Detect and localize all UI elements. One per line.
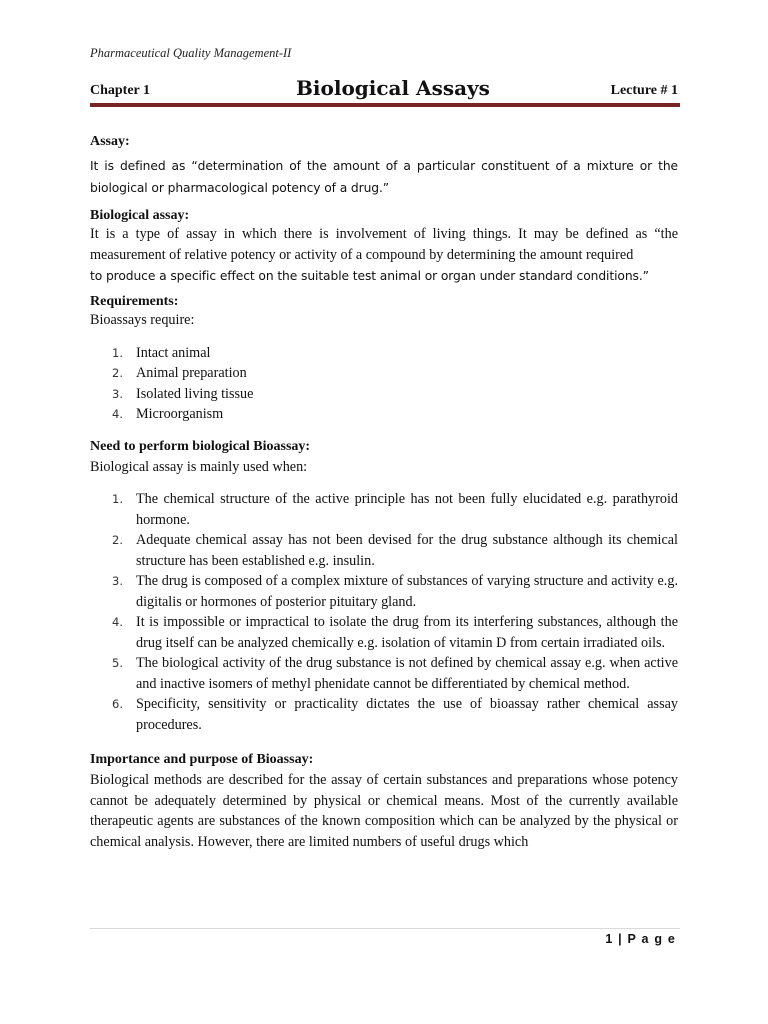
- requirements-intro: Bioassays require:: [90, 312, 195, 328]
- list-number: 3.: [112, 574, 123, 588]
- list-number: 5.: [112, 656, 123, 670]
- chapter-label: Chapter 1: [90, 83, 151, 98]
- list-item-text: Specificity, sensitivity or practicality dictates the use of bioassay rather chemical assay procedures.: [136, 696, 678, 733]
- list-number: 1.: [112, 345, 123, 360]
- list-item-text: Intact animal: [136, 344, 211, 361]
- list-item-text: The biological activity of the drug substance is not defined by chemical assay e.g. when active and inactive isomers of methyl phenidate cannot be differentiated by chemical method.: [136, 655, 678, 692]
- requirements-list: [90, 343, 678, 425]
- list-item-text: The chemical structure of the active principle has not been fully elucidated e.g. parathyroid hormone.: [136, 491, 678, 528]
- list-item: [90, 404, 678, 425]
- list-item-text: Animal preparation: [136, 365, 247, 381]
- list-number: 6.: [112, 697, 123, 711]
- list-item-text: It is impossible or impractical to isolate the drug from its interfering substances, although the drug itself can be analyzed chemically e.g. isolation of vitamin D from certain irradiated oils.: [136, 614, 678, 651]
- document-body: [90, 134, 678, 852]
- list-item: [90, 530, 678, 571]
- biological-assay-definition-end: to produce a specific effect on the suitable test animal or organ under standard conditions.”: [90, 269, 649, 283]
- list-item: [90, 343, 678, 364]
- list-item: [90, 571, 678, 612]
- header-divider: [90, 103, 680, 107]
- list-number: 4.: [112, 407, 123, 421]
- importance-text: Biological methods are described for the assay of certain substances and preparations whose potency cannot be adequately determined by physical or chemical means. Most of the currently available therapeutic agents are substances of the known composition which can be analyzed by the physical or chemical analysis. However, there are limited numbers of useful drugs which: [90, 772, 678, 850]
- list-number: 3.: [112, 386, 123, 401]
- list-item-text: Isolated living tissue: [136, 385, 254, 402]
- importance-heading: Importance and purpose of Bioassay:: [90, 752, 314, 767]
- page-title: Biological Assays: [296, 76, 490, 100]
- need-intro: Biological assay is mainly used when:: [90, 458, 308, 475]
- list-item: [90, 363, 678, 384]
- list-item: [90, 489, 678, 530]
- chapter-header: [90, 76, 680, 104]
- need-list: [90, 489, 678, 735]
- list-item-text: The drug is composed of a complex mixture of substances of varying structure and activity e.g. digitalis or hormones of posterior pituitary gland.: [136, 573, 678, 610]
- need-heading: Need to perform biological Bioassay:: [90, 438, 311, 454]
- biological-assay-definition: It is a type of assay in which there is involvement of living things. It may be defined as “the measurement of relative potency or activity of a compound by determining the amount required: [90, 226, 678, 263]
- footer-divider: [90, 928, 680, 929]
- running-header: Pharmaceutical Quality Management-II: [90, 46, 292, 60]
- biological-assay-heading: Biological assay:: [90, 208, 190, 223]
- assay-heading: Assay:: [90, 134, 130, 149]
- list-item-text: Adequate chemical assay has not been devised for the drug substance although its chemical structure has been established e.g. insulin.: [136, 532, 678, 569]
- list-number: 1.: [112, 492, 123, 506]
- list-item: [90, 384, 678, 405]
- list-number: 2.: [112, 533, 123, 547]
- page-number: 1 | P a g e: [605, 932, 676, 946]
- lecture-label: Lecture # 1: [610, 83, 678, 98]
- list-item-text: Microorganism: [136, 406, 224, 422]
- list-item: [90, 694, 678, 735]
- list-number: 2.: [112, 366, 123, 380]
- list-number: 4.: [112, 615, 123, 629]
- list-item: [90, 653, 678, 694]
- requirements-heading: Requirements:: [90, 294, 179, 309]
- assay-definition: It is defined as “determination of the amount of a particular constituent of a mixture or the biological or pharmacological potency of a drug.”: [90, 159, 678, 195]
- list-item: [90, 612, 678, 653]
